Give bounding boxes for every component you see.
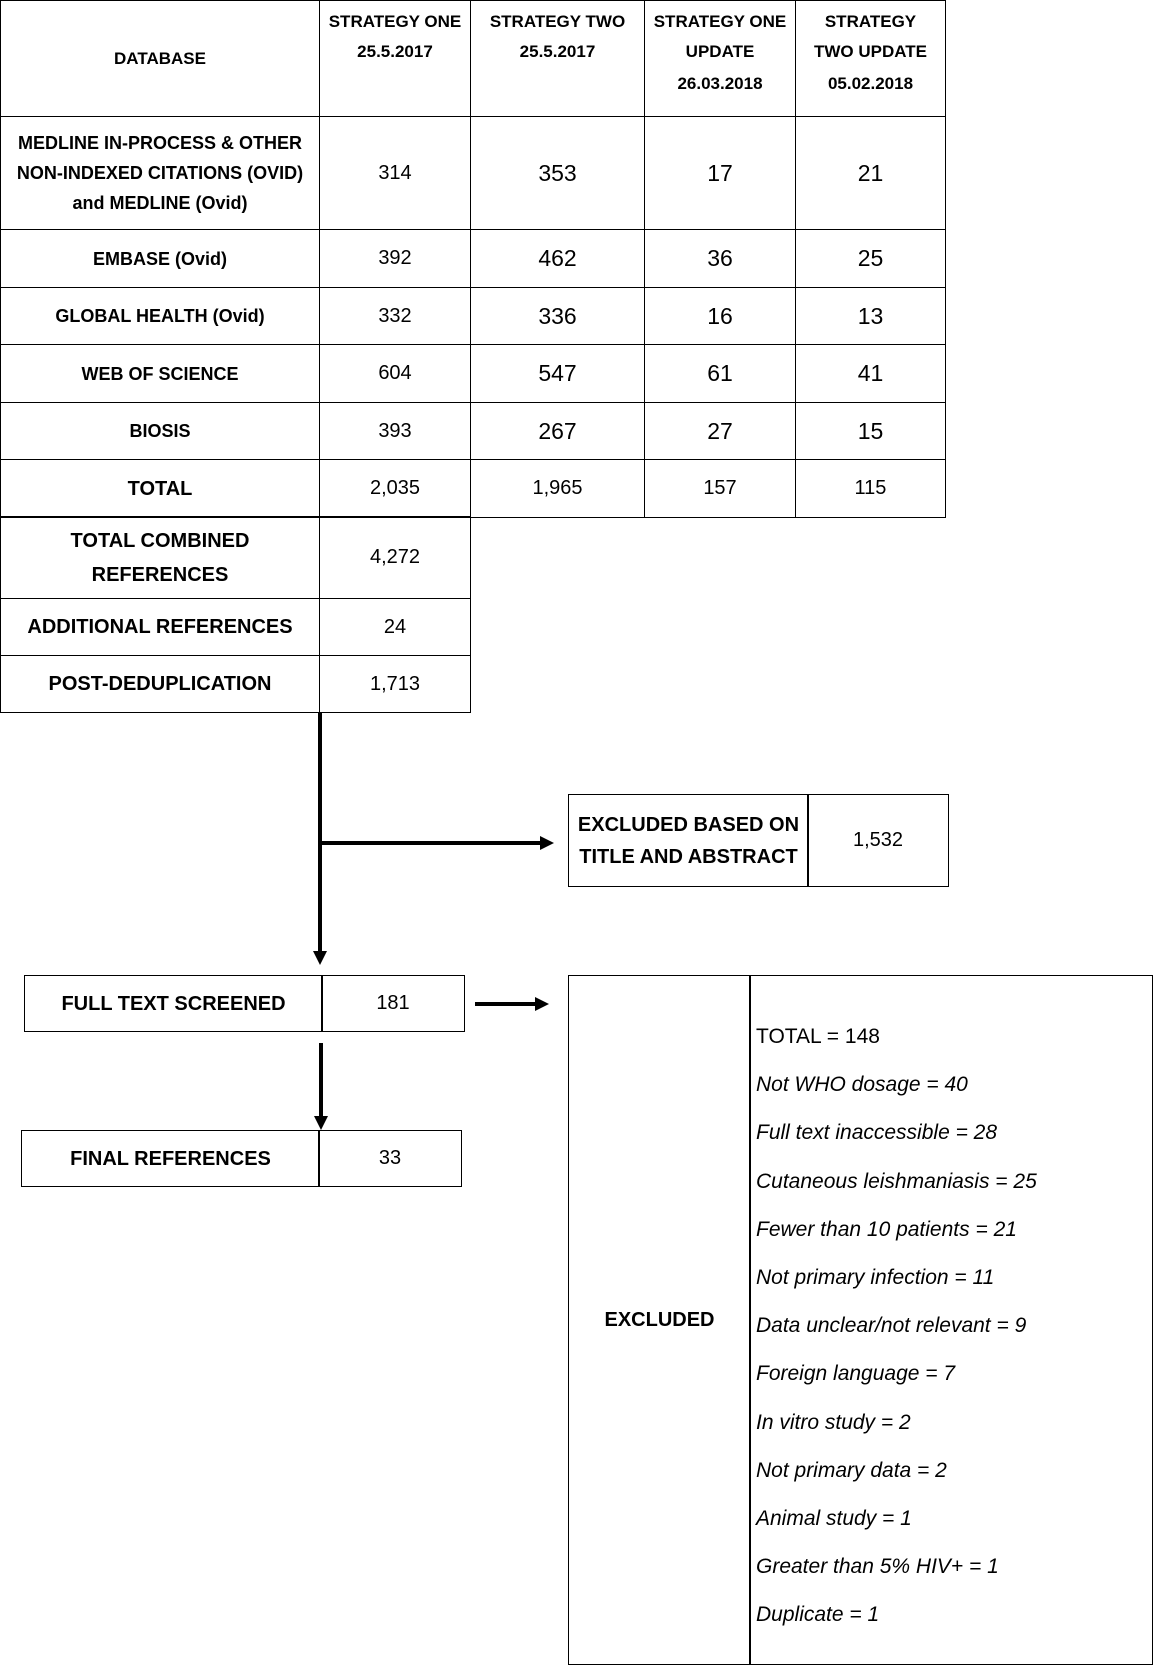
strategy-two-count: 353	[471, 117, 645, 230]
additional-references-value: 24	[320, 599, 471, 656]
final-references-value-box: 33	[318, 1130, 462, 1187]
exclusion-reason: Cutaneous leishmaniasis = 25	[756, 1169, 1037, 1193]
flow-line-to-excluded-full-text	[475, 1002, 535, 1006]
strategy-two-update-count: 21	[796, 117, 946, 230]
strategy-one-update-count: 16	[645, 288, 796, 345]
strategy-one-count: 332	[320, 288, 471, 345]
exclusion-total: TOTAL = 148	[756, 1025, 880, 1048]
additional-references-label: ADDITIONAL REFERENCES	[1, 599, 320, 656]
strategy-one-count: 604	[320, 345, 471, 403]
exclusion-reason: Full text inaccessible = 28	[756, 1121, 998, 1145]
exclusion-reason: Greater than 5% HIV+ = 1	[756, 1555, 999, 1579]
exclusion-reason: Not WHO dosage = 40	[756, 1073, 968, 1097]
database-table	[0, 0, 946, 518]
strategy-two-update-count: 41	[796, 345, 946, 403]
strategy-one-update-count: 27	[645, 403, 796, 460]
total-strategy-one: 2,035	[320, 460, 471, 518]
total-row	[1, 460, 946, 518]
strategy-one-update-count: 17	[645, 117, 796, 230]
strategy-one-update-count: 61	[645, 345, 796, 403]
arrow-right-to-excluded-full-text	[535, 997, 549, 1011]
strategy-two-count: 267	[471, 403, 645, 460]
excluded-title-abstract-value-box: 1,532	[807, 794, 949, 887]
header-strategy-two-update: STRATEGY TWO UPDATE 05.02.2018	[796, 1, 946, 117]
combined-references-value: 4,272	[320, 517, 471, 599]
strategy-one-count: 392	[320, 230, 471, 288]
post-deduplication-label: POST-DEDUPLICATION	[1, 656, 320, 713]
strategy-two-update-count: 25	[796, 230, 946, 288]
header-strategy-two: STRATEGY TWO 25.5.2017	[471, 1, 645, 117]
strategy-two-count: 336	[471, 288, 645, 345]
database-name: EMBASE (Ovid)	[1, 230, 320, 288]
table-row	[1, 117, 946, 230]
full-text-screened-value-box: 181	[321, 975, 465, 1032]
post-deduplication-row	[1, 656, 471, 713]
total-strategy-two-update: 115	[796, 460, 946, 518]
exclusion-reason: Data unclear/not relevant = 9	[756, 1314, 1027, 1338]
excluded-reasons-list	[756, 1013, 1146, 1639]
header-strategy-one-update: STRATEGY ONE UPDATE 26.03.2018	[645, 1, 796, 117]
strategy-two-count: 462	[471, 230, 645, 288]
final-references-label-box: FINAL REFERENCES	[21, 1130, 320, 1187]
exclusion-reason: Fewer than 10 patients = 21	[756, 1217, 1017, 1241]
table-row	[1, 345, 946, 403]
arrow-down-to-full-text	[313, 951, 327, 965]
post-deduplication-value: 1,713	[320, 656, 471, 713]
strategy-two-count: 547	[471, 345, 645, 403]
additional-references-row	[1, 599, 471, 656]
excluded-title-abstract-label-box: EXCLUDED BASED ON TITLE AND ABSTRACT	[568, 794, 809, 887]
total-strategy-one-update: 157	[645, 460, 796, 518]
strategy-one-count: 314	[320, 117, 471, 230]
table-header-row	[1, 1, 946, 117]
total-label: TOTAL	[1, 460, 320, 518]
table-row	[1, 403, 946, 460]
header-database: DATABASE	[1, 1, 320, 117]
combined-references-label: TOTAL COMBINED REFERENCES	[1, 517, 320, 599]
database-name: MEDLINE IN-PROCESS & OTHER NON-INDEXED CITATIONS (OVID) and MEDLINE (Ovid)	[1, 117, 320, 230]
table-row	[1, 230, 946, 288]
strategy-two-update-count: 15	[796, 403, 946, 460]
arrow-right-to-excluded-title	[540, 836, 554, 850]
summary-table	[0, 516, 471, 713]
arrow-down-to-final	[314, 1116, 328, 1130]
excluded-full-text-label-box: EXCLUDED	[568, 975, 751, 1665]
header-strategy-one: STRATEGY ONE 25.5.2017	[320, 1, 471, 117]
flow-line-to-excluded-title	[320, 841, 540, 845]
exclusion-reason: Foreign language = 7	[756, 1362, 956, 1386]
database-name: GLOBAL HEALTH (Ovid)	[1, 288, 320, 345]
exclusion-reason: Duplicate = 1	[756, 1603, 880, 1627]
strategy-one-update-count: 36	[645, 230, 796, 288]
combined-references-row	[1, 517, 471, 599]
exclusion-reason: Animal study = 1	[756, 1506, 912, 1530]
exclusion-reason: Not primary data = 2	[756, 1458, 947, 1482]
exclusion-reason: In vitro study = 2	[756, 1410, 911, 1434]
strategy-one-count: 393	[320, 403, 471, 460]
database-name: WEB OF SCIENCE	[1, 345, 320, 403]
flow-line-vertical-main	[318, 712, 322, 952]
strategy-two-update-count: 13	[796, 288, 946, 345]
database-name: BIOSIS	[1, 403, 320, 460]
table-row	[1, 288, 946, 345]
exclusion-reason: Not primary infection = 11	[756, 1265, 995, 1289]
full-text-screened-label-box: FULL TEXT SCREENED	[24, 975, 323, 1032]
flow-line-to-final	[319, 1043, 323, 1117]
total-strategy-two: 1,965	[471, 460, 645, 518]
